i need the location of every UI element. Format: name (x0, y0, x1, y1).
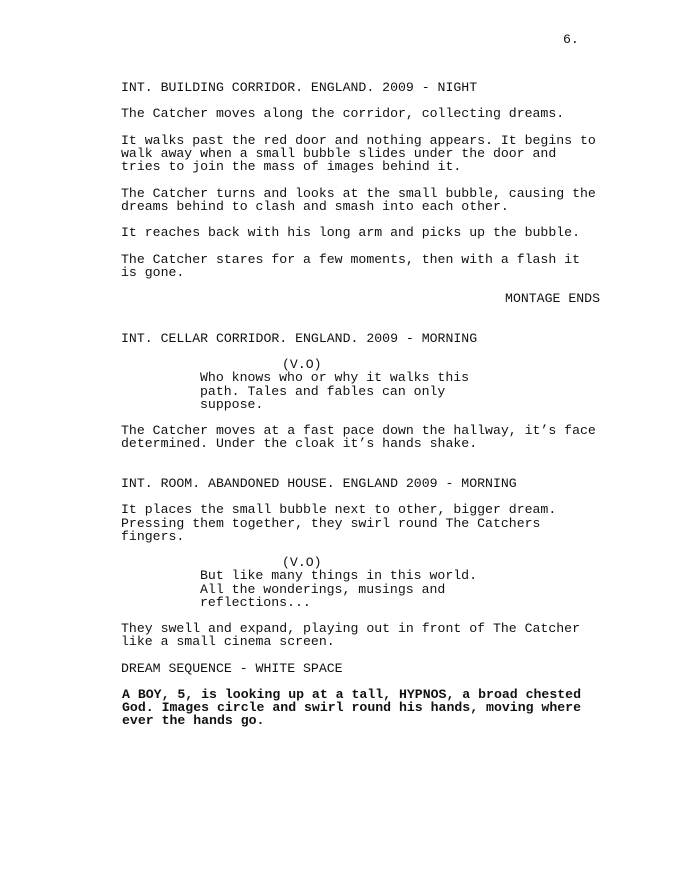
scene-heading: DREAM SEQUENCE - WHITE SPACE (121, 660, 343, 676)
action-line-bold: A BOY, 5, is looking up at a tall, HYPNOS, a broad chested God. Images circle and swirl round his hands, moving where ever the hands go. (122, 687, 581, 729)
action-line: It reaches back with his long arm and picks up the bubble. (121, 225, 580, 241)
dialogue: Who knows who or why it walks this path. Tales and fables can only suppose. (200, 370, 470, 412)
action-line: The Catcher turns and looks at the small bubble, causing the dreams behind to clash and smash into each other. (121, 185, 596, 214)
page-number: 6. (563, 32, 579, 47)
action-line: The Catcher moves along the corridor, collecting dreams. (121, 106, 565, 122)
character-cue: (V.O) (282, 357, 322, 373)
scene-heading: INT. BUILDING CORRIDOR. ENGLAND. 2009 - NIGHT (121, 80, 478, 95)
scene-spacer (121, 464, 606, 477)
transition: MONTAGE ENDS (505, 291, 600, 307)
character-cue: (V.O) (282, 555, 322, 571)
action-line: The Catcher stares for a few moments, then with a flash it is gone. (121, 251, 580, 280)
scene-spacer (121, 319, 606, 332)
action-line: They swell and expand, playing out in front of The Catcher like a small cinema screen. (121, 621, 580, 650)
action-line: The Catcher moves at a fast pace down the hallway, it’s face determined. Under the cloak it’s hands shake. (121, 423, 596, 452)
scene-heading: INT. ROOM. ABANDONED HOUSE. ENGLAND 2009 - MORNING (121, 475, 517, 491)
scene-heading: INT. CELLAR CORRIDOR. ENGLAND. 2009 - MORNING (121, 330, 478, 346)
dialogue: But like many things in this world. All the wonderings, musings and reflections... (200, 568, 477, 610)
action-line: It places the small bubble next to other, bigger dream. Pressing them together, they swirl round The Catchers fingers. (121, 502, 557, 544)
action-line: It walks past the red door and nothing appears. It begins to walk away when a small bubble slides under the door and tries to join the mass of images behind it. (121, 132, 596, 175)
script-body (121, 81, 606, 741)
